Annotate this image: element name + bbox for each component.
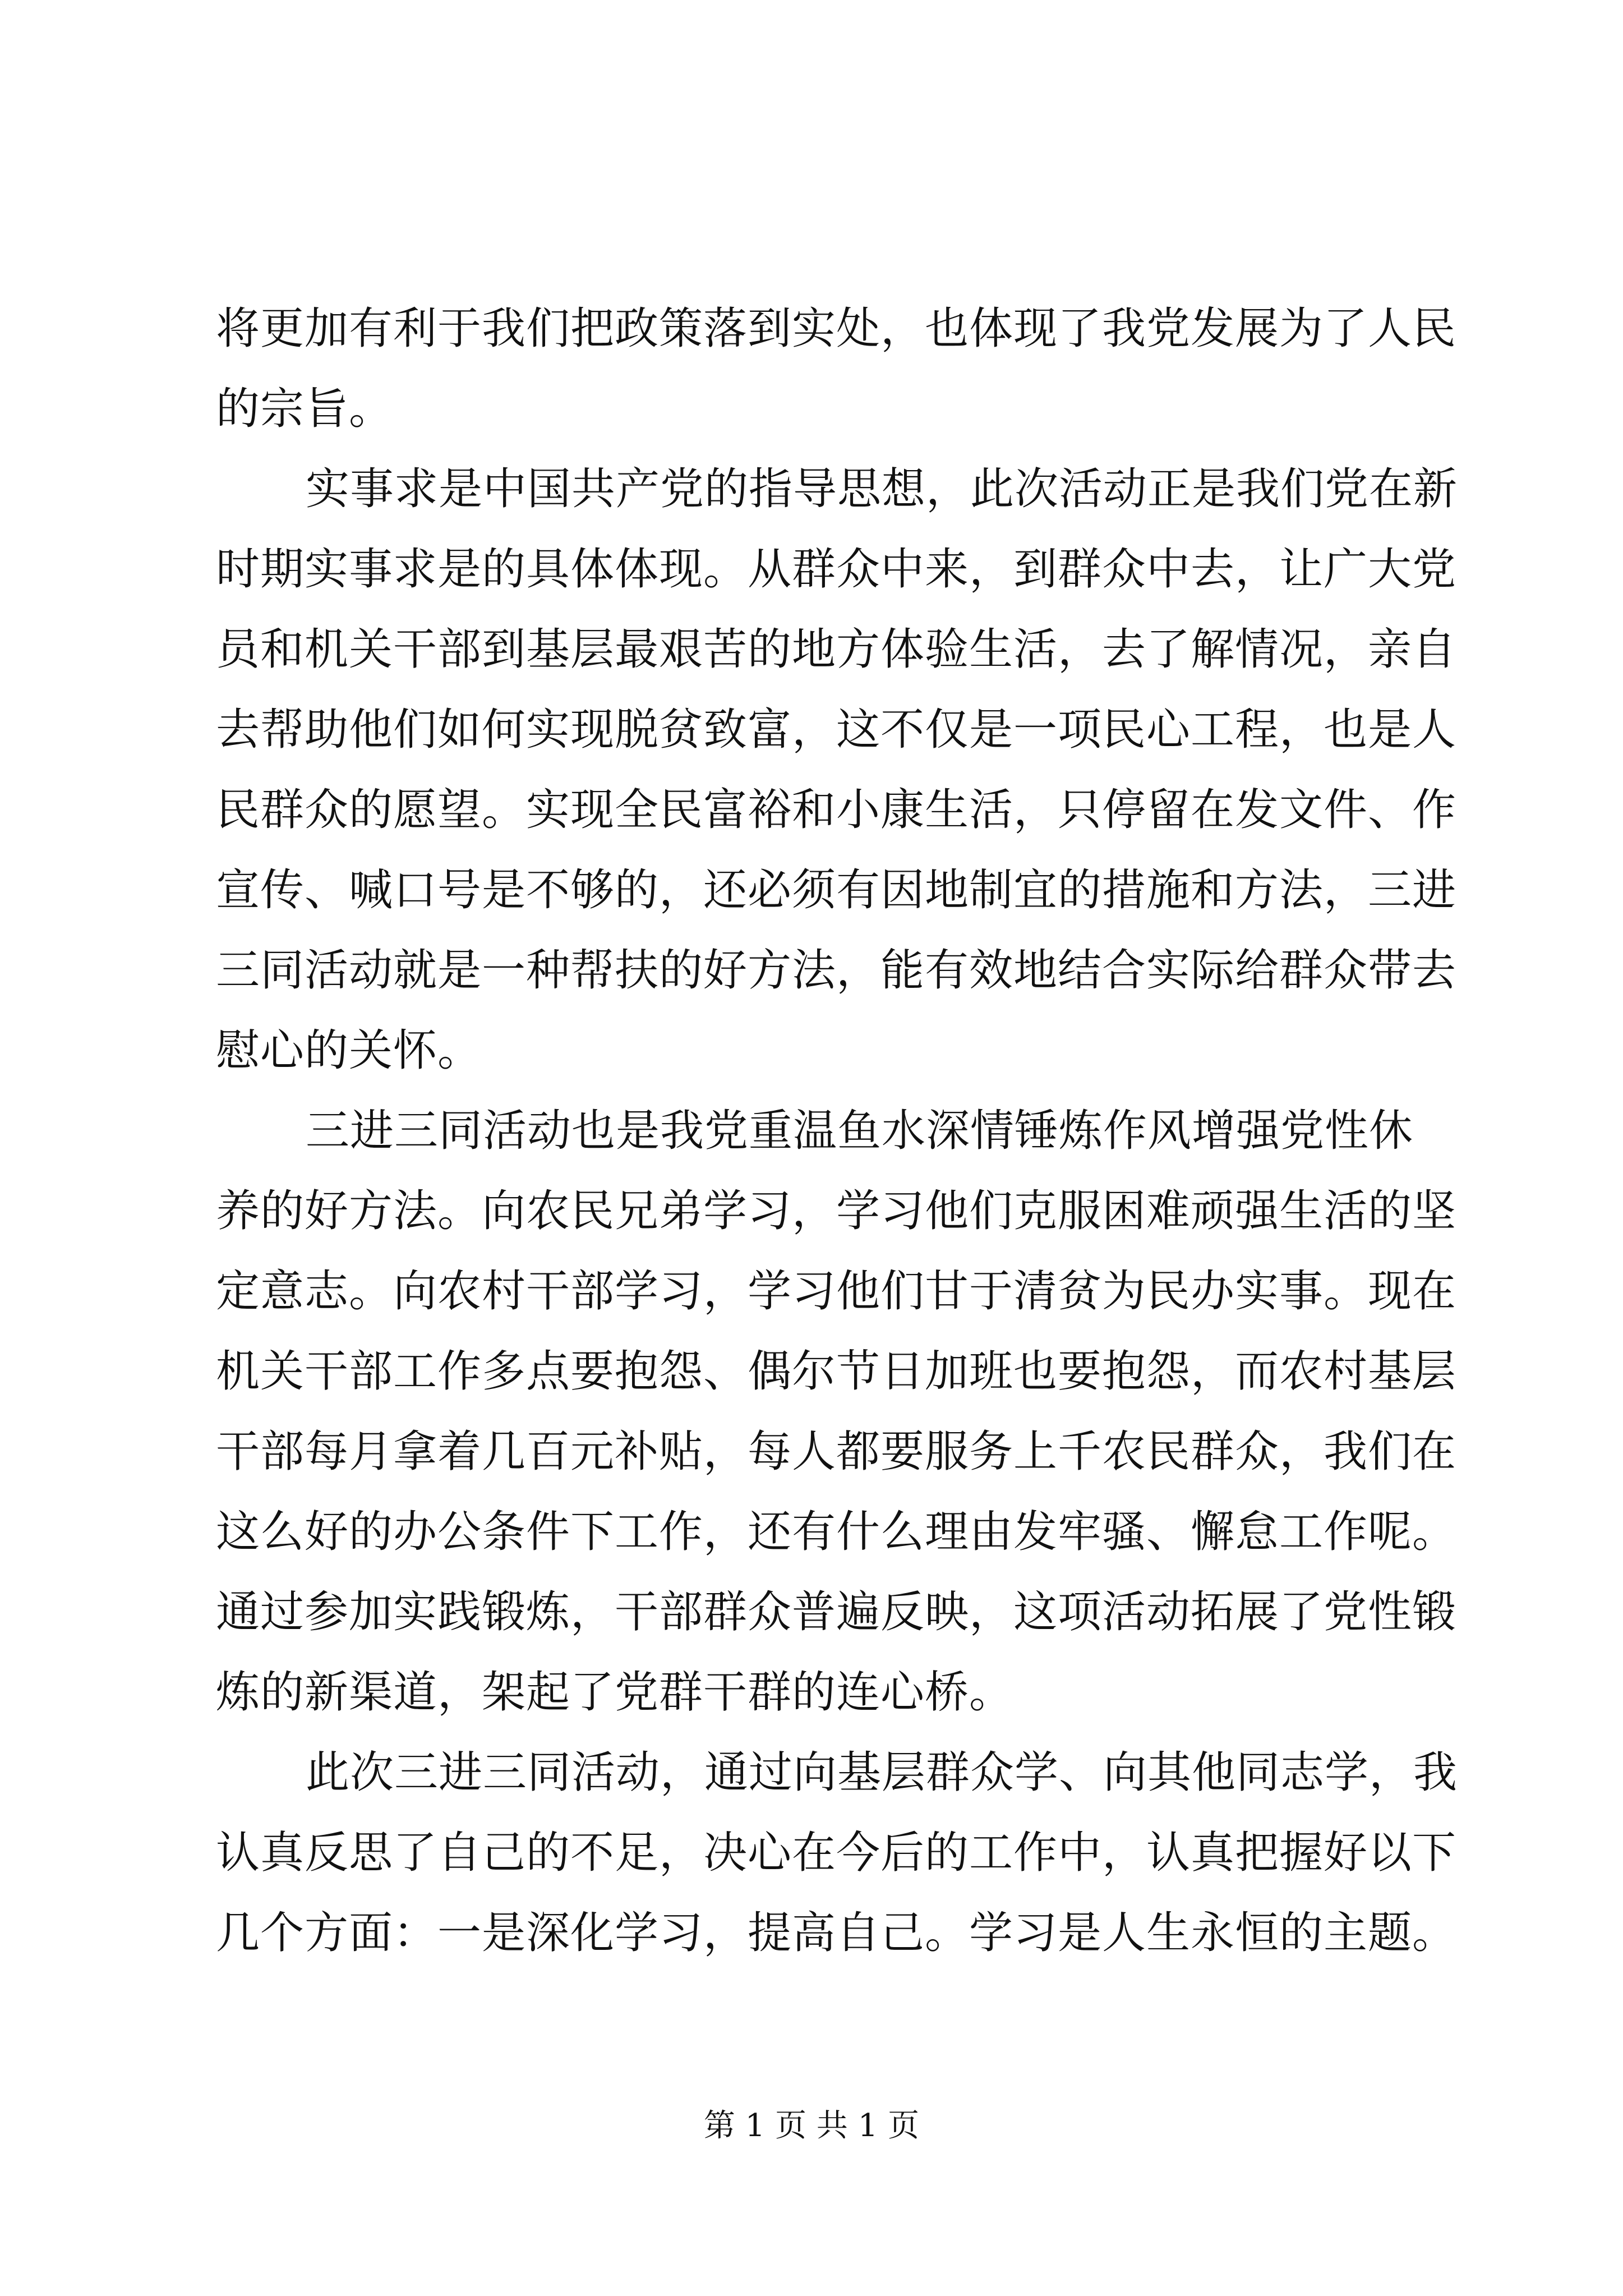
text-line: 通过参加实践锻炼，干部群众普遍反映，这项活动拓展了党性锻 (216, 1587, 1457, 1637)
text-line: 认真反思了自己的不足，决心在今后的工作中，认真把握好以下 (216, 1828, 1457, 1878)
text-line: 机关干部工作多点要抱怨、偶尔节日加班也要抱怨，而农村基层 (216, 1346, 1457, 1397)
text-line: 干部每月拿着几百元补贴，每人都要服务上千农民群众，我们在 (216, 1427, 1457, 1477)
text-line: 慰心的关怀。 (216, 1025, 482, 1076)
text-line: 民群众的愿望。实现全民富裕和小康生活，只停留在发文件、作 (216, 785, 1457, 835)
text-line: 将更加有利于我们把政策落到实处，也体现了我党发展为了人民 (216, 303, 1457, 354)
text-line: 员和机关干部到基层最艰苦的地方体验生活，去了解情况，亲自 (216, 624, 1457, 675)
paragraph-first-line: 此次三进三同活动，通过向基层群众学、向其他同志学，我 (306, 1747, 1458, 1798)
text-line: 宣传、喊口号是不够的，还必须有因地制宜的措施和方法，三进 (216, 865, 1457, 915)
text-line: 三同活动就是一种帮扶的好方法，能有效地结合实际给群众带去 (216, 945, 1457, 996)
text-line: 去帮助他们如何实现脱贫致富，这不仅是一项民心工程，也是人 (216, 705, 1457, 755)
text-line: 这么好的办公条件下工作，还有什么理由发牢骚、懈怠工作呢。 (216, 1507, 1457, 1557)
body-text (216, 289, 1458, 1973)
paragraph-first-line: 三进三同活动也是我党重温鱼水深情锤炼作风增强党性休 (306, 1106, 1414, 1156)
page-footer: 第 1 页 共 1 页 (703, 2108, 920, 2144)
text-line: 养的好方法。向农民兄弟学习，学习他们克服困难顽强生活的坚 (216, 1186, 1457, 1236)
paragraph-first-line: 实事求是中国共产党的指导思想，此次活动正是我们党在新 (306, 464, 1458, 514)
text-line: 时期实事求是的具体体现。从群众中来，到群众中去，让广大党 (216, 544, 1457, 595)
text-line: 几个方面：一是深化学习，提高自己。学习是人生永恒的主题。 (216, 1908, 1457, 1958)
text-line: 炼的新渠道，架起了党群干群的连心桥。 (216, 1667, 1014, 1718)
text-line: 定意志。向农村干部学习，学习他们甘于清贫为民办实事。现在 (216, 1266, 1457, 1317)
text-line: 的宗旨。 (216, 384, 394, 434)
